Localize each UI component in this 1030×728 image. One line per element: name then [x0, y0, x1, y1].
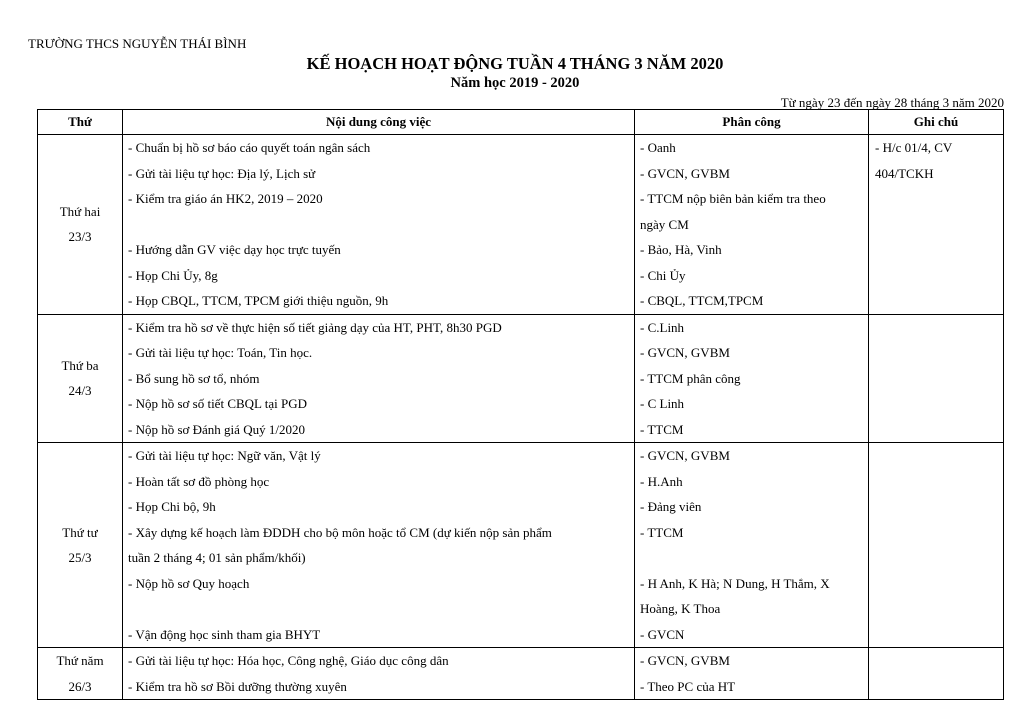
school-name: TRƯỜNG THCS NGUYỄN THÁI BÌNH — [28, 36, 247, 51]
weekday-label: Thứ hai — [59, 203, 101, 219]
content-cell — [123, 314, 635, 443]
assignment-item: - GVCN, GVBM — [640, 165, 730, 181]
task-item: - Kiểm tra hồ sơ Bồi dưỡng thường xuyên — [128, 678, 347, 694]
task-item: - Hoàn tất sơ đồ phòng học — [128, 473, 270, 489]
table-row — [38, 648, 1004, 700]
weekly-plan-table — [37, 109, 1004, 700]
task-item: - Nộp hồ sơ Quy hoạch — [128, 575, 250, 591]
assignment-item: - Bảo, Hà, Vinh — [640, 242, 722, 257]
table-row — [38, 314, 1004, 443]
assignment-item: - C.Linh — [640, 319, 685, 335]
task-item: - Họp Chi bộ, 9h — [128, 499, 216, 514]
header-assignment: Phân công — [635, 110, 869, 135]
date-range: Từ ngày 23 đến ngày 28 tháng 3 năm 2020 — [780, 95, 1004, 110]
header-content: Nội dung công việc — [123, 110, 635, 135]
day-cell — [38, 135, 123, 315]
task-item: - Gửi tài liệu tự học: Hóa học, Công nghệ, Giáo dục công dân — [128, 653, 449, 668]
task-item: - Hướng dẫn GV việc dạy học trực tuyến — [128, 242, 341, 257]
assignment-cell — [635, 314, 869, 443]
task-item: - Gửi tài liệu tự học: Ngữ văn, Vật lý — [128, 448, 321, 463]
assignment-item: - Theo PC của HT — [640, 678, 736, 694]
content-cell — [123, 443, 635, 648]
assignment-cell — [635, 135, 869, 315]
assignment-item: - CBQL, TTCM,TPCM — [640, 293, 764, 308]
weekday-label: Thứ tư — [62, 524, 98, 540]
assignment-item: - H Anh, K Hà; N Dung, H Thắm, X — [640, 575, 830, 591]
assignment-item: ngày CM — [640, 216, 689, 232]
task-item: - Chuẩn bị hồ sơ báo cáo quyết toán ngân sách — [128, 140, 371, 155]
assignment-item: - Chi Ủy — [640, 267, 686, 283]
assignment-item — [635, 545, 868, 571]
assignment-item: - TTCM phân công — [640, 370, 741, 386]
day-cell — [38, 443, 123, 648]
task-item: - Kiểm tra hồ sơ về thực hiện số tiết giảng dạy của HT, PHT, 8h30 PGD — [128, 319, 502, 335]
notes-cell — [869, 648, 1004, 700]
page-title: KẾ HOẠCH HOẠT ĐỘNG TUẦN 4 THÁNG 3 NĂM 2020 — [306, 54, 724, 73]
assignment-item: - GVCN, GVBM — [640, 448, 730, 463]
note-item: - H/c 01/4, CV — [875, 140, 953, 155]
task-item: - Xây dựng kế hoạch làm ĐDDH cho bộ môn hoặc tổ CM (dự kiến nộp sản phẩm — [128, 524, 552, 540]
day-cell — [38, 314, 123, 443]
assignment-item: - Oanh — [640, 140, 676, 155]
assignment-item: - TTCM — [640, 421, 684, 437]
task-item: - Bổ sung hồ sơ tổ, nhóm — [128, 370, 260, 386]
assignment-item: - GVCN — [640, 626, 685, 642]
date-label: 25/3 — [68, 550, 92, 565]
note-item: 404/TCKH — [875, 165, 934, 181]
table-row — [38, 135, 1004, 315]
content-cell — [123, 648, 635, 700]
task-item — [123, 596, 634, 622]
assignment-item: - TTCM — [640, 524, 684, 540]
task-item: - Vận động học sinh tham gia BHYT — [128, 626, 321, 642]
weekday-label: Thứ ba — [61, 357, 99, 373]
assignment-cell — [635, 443, 869, 648]
task-item: - Họp Chi Ủy, 8g — [128, 267, 218, 283]
task-item — [123, 212, 634, 238]
task-item: tuần 2 tháng 4; 01 sản phẩm/khối) — [128, 550, 306, 565]
header-weekday: Thứ — [38, 110, 123, 135]
date-label: 23/3 — [68, 229, 92, 245]
task-item: - Nộp hồ sơ số tiết CBQL tại PGD — [128, 396, 308, 411]
assignment-item: - GVCN, GVBM — [640, 653, 730, 668]
table-row — [38, 443, 1004, 648]
assignment-item: - Đảng viên — [640, 499, 702, 514]
date-label: 26/3 — [68, 678, 92, 694]
task-item: - Gửi tài liệu tự học: Địa lý, Lịch sử — [128, 165, 316, 181]
notes-cell — [869, 135, 1004, 315]
assignment-item: - GVCN, GVBM — [640, 345, 730, 360]
task-item: - Họp CBQL, TTCM, TPCM giới thiệu nguồn, 9h — [128, 293, 389, 308]
day-cell — [38, 648, 123, 700]
date-label: 24/3 — [68, 383, 92, 399]
assignment-item: - C Linh — [640, 396, 685, 411]
task-item: - Nộp hồ sơ Đánh giá Quý 1/2020 — [128, 421, 305, 437]
notes-cell — [869, 314, 1004, 443]
notes-cell — [869, 443, 1004, 648]
assignment-item: - TTCM nộp biên bản kiểm tra theo — [640, 191, 826, 206]
assignment-item: - H.Anh — [640, 473, 683, 489]
task-item: - Gửi tài liệu tự học: Toán, Tin học. — [128, 345, 313, 360]
weekday-label: Thứ năm — [56, 653, 104, 668]
task-item: - Kiểm tra giáo án HK2, 2019 – 2020 — [128, 191, 323, 206]
assignment-cell — [635, 648, 869, 700]
assignment-item: Hoàng, K Thoa — [640, 601, 721, 616]
school-year: Năm học 2019 - 2020 — [450, 75, 580, 91]
content-cell — [123, 135, 635, 315]
header-notes: Ghi chú — [869, 110, 1004, 135]
table-header-row — [38, 110, 1004, 135]
